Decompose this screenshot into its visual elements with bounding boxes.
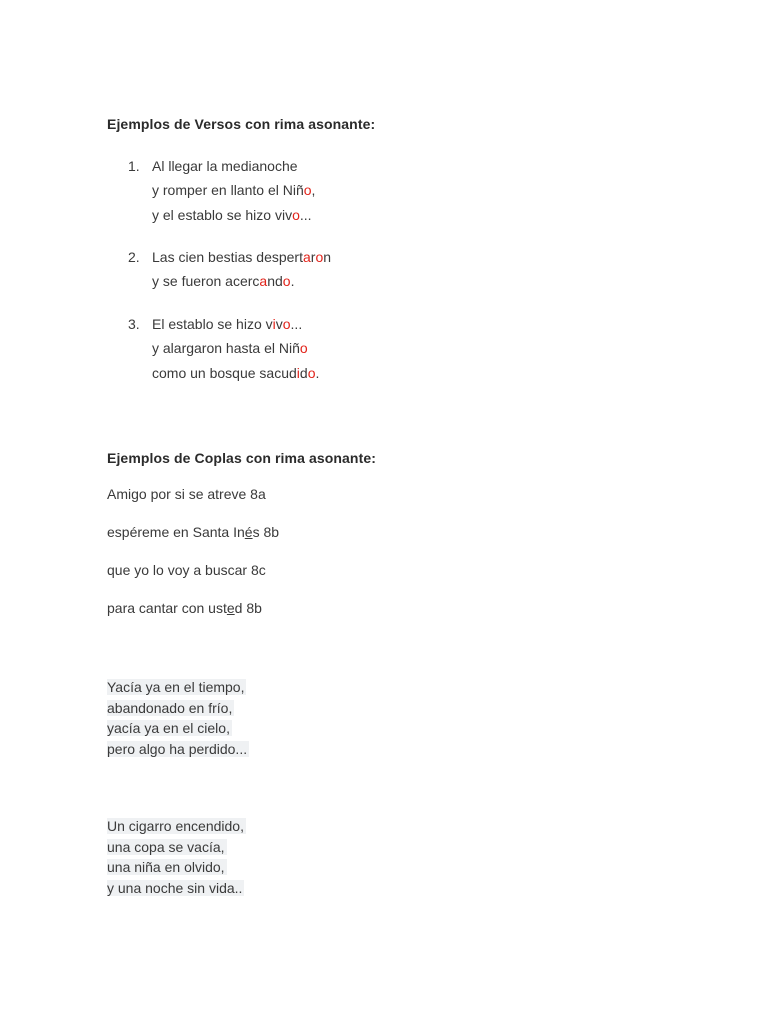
verse-line bbox=[152, 158, 298, 178]
stanza-line bbox=[107, 816, 246, 837]
rhyme-vowel: a bbox=[302, 249, 311, 265]
stressed-vowel: é bbox=[244, 524, 253, 540]
stanza-cigarro bbox=[107, 816, 246, 898]
verse-text: . bbox=[290, 273, 295, 290]
copla-text: s 8b bbox=[252, 524, 280, 540]
verse-text: . bbox=[315, 364, 320, 381]
highlighted-text: yacía ya en el cielo, bbox=[107, 720, 230, 736]
copla-text: espéreme en Santa In bbox=[107, 524, 245, 540]
rhyme-vowel: o bbox=[292, 206, 300, 223]
highlighted-text: una niña en olvido, bbox=[107, 859, 225, 875]
highlighted-text: pero algo ha perdido... bbox=[107, 740, 248, 757]
verse-text: como un bosque sacud bbox=[152, 364, 297, 381]
list-number: 3. bbox=[128, 316, 140, 332]
rhyme-vowel: o bbox=[307, 364, 316, 381]
verse-text: y se fueron acerc bbox=[152, 273, 260, 290]
copla-text: que yo lo voy a buscar 8c bbox=[107, 562, 266, 578]
stressed-vowel: e bbox=[226, 600, 235, 616]
heading-versos: Ejemplos de Versos con rima asonante: bbox=[107, 116, 376, 132]
stanza-line bbox=[107, 718, 249, 739]
rhyme-vowel: a bbox=[259, 273, 268, 290]
highlighted-text: y una noche sin vida.. bbox=[107, 879, 243, 896]
verse-text: n bbox=[323, 249, 332, 265]
stanza-line bbox=[107, 739, 249, 760]
verse-line bbox=[152, 207, 312, 227]
stanza-line bbox=[107, 857, 246, 878]
verse-text: El establo se hizo v bbox=[152, 316, 273, 332]
highlighted-text: abandonado en frío, bbox=[107, 699, 233, 716]
verse-text: ... bbox=[290, 316, 303, 332]
stanza-line bbox=[107, 698, 249, 719]
heading-coplas: Ejemplos de Coplas con rima asonante: bbox=[107, 450, 376, 466]
rhyme-vowel: o bbox=[299, 340, 308, 357]
highlighted-text: Un cigarro encendido, bbox=[107, 818, 244, 834]
verse-text: y el establo se hizo vi bbox=[152, 206, 286, 223]
verse-text: d bbox=[299, 364, 308, 381]
stanza-yacia bbox=[107, 677, 249, 759]
rhyme-vowel: i bbox=[272, 316, 276, 332]
stanza-line bbox=[107, 677, 249, 698]
rhyme-vowel: o bbox=[315, 249, 324, 265]
verse-text: v bbox=[275, 316, 283, 332]
list-number: 2. bbox=[128, 249, 140, 265]
highlighted-text: una copa se vacía, bbox=[107, 838, 225, 855]
verse-line bbox=[152, 340, 308, 360]
rhyme-vowel: i bbox=[296, 364, 300, 381]
verse-text: Las cien bestias despert bbox=[152, 249, 303, 265]
stanza-line bbox=[107, 837, 246, 858]
stanza-line bbox=[107, 878, 246, 899]
verse-text: y alargaron hasta el Niñ bbox=[152, 340, 300, 357]
rhyme-vowel: o bbox=[303, 182, 312, 199]
verse-line bbox=[152, 182, 315, 202]
copla-line bbox=[107, 524, 279, 540]
rhyme-vowel: o bbox=[282, 316, 291, 332]
copla-text: d 8b bbox=[234, 600, 262, 616]
copla-text: Amigo por si se atreve 8a bbox=[107, 486, 266, 502]
verse-text: v bbox=[285, 206, 293, 223]
verse-text: , bbox=[311, 182, 316, 199]
verse-line bbox=[152, 365, 319, 385]
copla-text: para cantar con ust bbox=[107, 600, 227, 616]
rhyme-vowel: o bbox=[282, 273, 291, 290]
highlighted-text: Yacía ya en el tiempo, bbox=[107, 679, 245, 695]
verse-text: y romper en llanto el Ni bbox=[152, 182, 296, 199]
verse-line bbox=[152, 249, 331, 269]
verse-line bbox=[152, 273, 294, 293]
verse-text: nd bbox=[267, 273, 283, 290]
verse-text: ñ bbox=[295, 182, 304, 199]
verse-text: Al llegar la medianoche bbox=[152, 158, 298, 174]
copla-line bbox=[107, 486, 266, 502]
verse-line bbox=[152, 316, 302, 336]
list-number: 1. bbox=[128, 158, 140, 174]
verse-text: ... bbox=[299, 206, 312, 223]
copla-line bbox=[107, 600, 262, 616]
copla-line bbox=[107, 562, 266, 578]
verse-text: r bbox=[310, 249, 316, 265]
